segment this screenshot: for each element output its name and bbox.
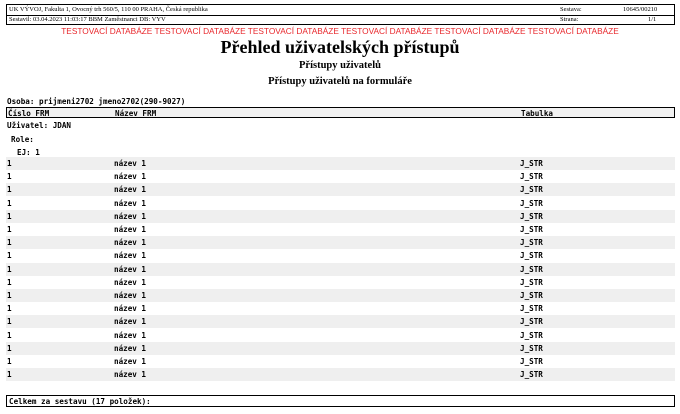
cell-tabulka: J_STR [520, 357, 543, 366]
sestava-label: Sestava: [560, 6, 582, 13]
strana-value: 1/1 [648, 16, 657, 23]
cell-nazev-frm: název 1 [114, 330, 147, 340]
cell-tabulka: J_STR [520, 291, 543, 300]
table-row [6, 210, 675, 223]
cell-tabulka: J_STR [520, 304, 543, 314]
cell-nazev-frm: název 1 [114, 304, 147, 314]
col-tabulka: Tabulka [521, 109, 554, 118]
table-row [6, 355, 675, 368]
sestava-value: 10645/00210 [623, 6, 658, 13]
cell-cislo-frm: 1 [7, 159, 12, 168]
table-row [6, 183, 675, 196]
cell-cislo-frm: 1 [7, 370, 12, 380]
cell-cislo-frm: 1 [7, 198, 12, 208]
cell-cislo-frm: 1 [7, 330, 12, 340]
cell-tabulka: J_STR [520, 370, 543, 380]
cell-nazev-frm: název 1 [114, 343, 147, 353]
cell-nazev-frm: název 1 [114, 370, 147, 380]
cell-cislo-frm: 1 [7, 357, 12, 366]
table-row [6, 289, 675, 302]
report-title: Přehled uživatelských přístupů [220, 37, 460, 57]
cell-cislo-frm: 1 [7, 304, 12, 314]
cell-tabulka: J_STR [520, 238, 543, 248]
table-row [6, 170, 675, 183]
col-cislo-frm: Číslo FRM [8, 109, 50, 118]
table-row [6, 249, 675, 262]
header-institution: UK VÝVOJ, Fakulta 1, Ovocný trh 560/5, 110 00 PRAHA, Česká republika [9, 6, 208, 13]
report-subtitle: Přístupy uživatelů [299, 60, 381, 71]
cell-tabulka: J_STR [520, 251, 543, 261]
cell-nazev-frm: název 1 [114, 251, 147, 261]
table-row [6, 197, 675, 210]
cell-tabulka: J_STR [520, 225, 543, 234]
cell-tabulka: J_STR [520, 330, 543, 340]
cell-tabulka: J_STR [520, 264, 543, 274]
cell-nazev-frm: název 1 [114, 159, 147, 168]
report-section-title: Přístupy uživatelů na formuláře [268, 76, 412, 87]
cell-tabulka: J_STR [520, 172, 543, 182]
table-row [6, 157, 675, 170]
report-total [6, 395, 675, 407]
cell-cislo-frm: 1 [7, 317, 12, 327]
cell-tabulka: J_STR [520, 211, 543, 221]
col-nazev-frm: Název FRM [115, 109, 157, 118]
cell-cislo-frm: 1 [7, 172, 12, 182]
cell-nazev-frm: název 1 [114, 317, 147, 327]
cell-tabulka: J_STR [520, 343, 543, 353]
table-row [6, 368, 675, 381]
cell-tabulka: J_STR [520, 159, 543, 168]
cell-nazev-frm: název 1 [114, 225, 147, 234]
cell-cislo-frm: 1 [7, 343, 12, 353]
cell-cislo-frm: 1 [7, 238, 12, 248]
table-row [6, 263, 675, 276]
cell-nazev-frm: název 1 [114, 264, 147, 274]
cell-cislo-frm: 1 [7, 264, 12, 274]
cell-cislo-frm: 1 [7, 277, 12, 287]
header-author: Sestavil: 03.04.2023 11:03:17 BBM Zaměstnanci DB: VYV [9, 16, 166, 23]
cell-cislo-frm: 1 [7, 291, 12, 300]
person-line: Osoba: prijmeni2702 jmeno2702(290-9027) [7, 97, 186, 106]
table-row [6, 315, 675, 328]
test-database-banner: TESTOVACÍ DATABÁZE TESTOVACÍ DATABÁZE TESTOVACÍ DATABÁZE TESTOVACÍ DATABÁZE TESTOVACÍ DATABÁZE TESTOVACÍ DATABÁZE [61, 26, 619, 36]
cell-cislo-frm: 1 [7, 185, 12, 195]
cell-tabulka: J_STR [520, 198, 543, 208]
strana-label: Strana: [560, 16, 579, 23]
ej-line: EJ: 1 [17, 148, 40, 157]
table-row [6, 223, 675, 236]
cell-cislo-frm: 1 [7, 251, 12, 261]
cell-nazev-frm: název 1 [114, 357, 147, 366]
cell-nazev-frm: název 1 [114, 277, 147, 287]
cell-nazev-frm: název 1 [114, 211, 147, 221]
cell-nazev-frm: název 1 [114, 185, 147, 195]
cell-nazev-frm: název 1 [114, 238, 147, 248]
cell-tabulka: J_STR [520, 185, 543, 195]
cell-cislo-frm: 1 [7, 225, 12, 234]
cell-cislo-frm: 1 [7, 211, 12, 221]
table-row [6, 276, 675, 289]
cell-nazev-frm: název 1 [114, 291, 147, 300]
cell-nazev-frm: název 1 [114, 198, 147, 208]
cell-nazev-frm: název 1 [114, 172, 147, 182]
table-header [6, 107, 675, 118]
cell-tabulka: J_STR [520, 277, 543, 287]
table-row [6, 236, 675, 249]
role-line: Role: [11, 135, 34, 144]
table-row [6, 302, 675, 315]
total-label: Celkem za sestavu (17 položek): [9, 397, 151, 406]
table-row [6, 329, 675, 342]
report-header [6, 4, 675, 25]
user-line: Uživatel: JDAN [7, 121, 72, 130]
table-row [6, 342, 675, 355]
cell-tabulka: J_STR [520, 317, 543, 327]
